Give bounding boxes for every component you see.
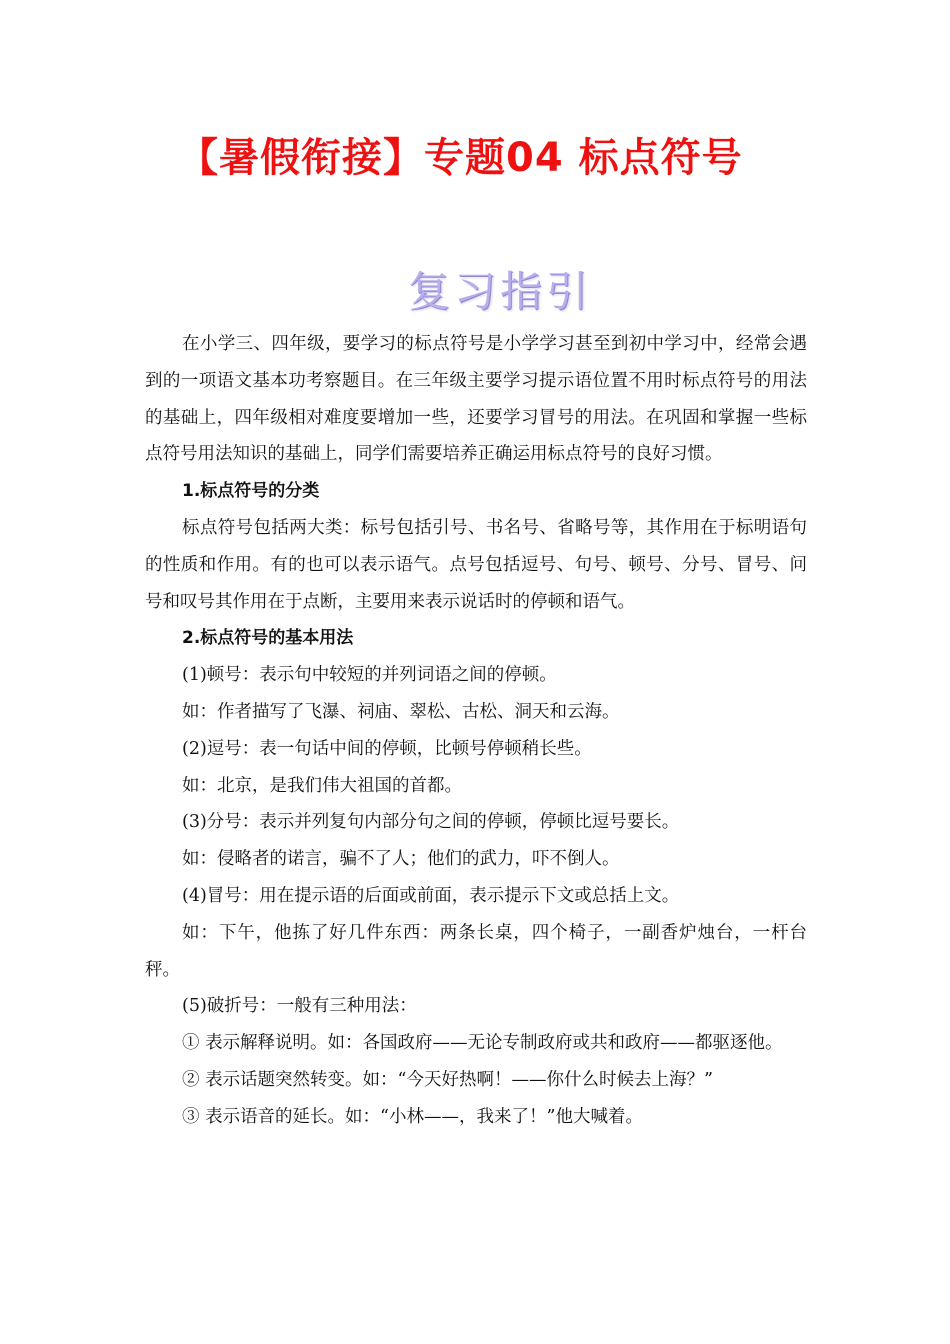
usage-example-maohao: 如：下午，他拣了好几件东西：两条长桌，四个椅子，一副香炉烛台，一杆台秤。 <box>145 922 807 980</box>
subheading-classification: 1.标点符号的分类 <box>182 481 320 502</box>
subheading-basic-usage: 2.标点符号的基本用法 <box>182 628 354 649</box>
usage-item-maohao: (4)冒号：用在提示语的后面或前面，表示提示下文或总括上文。 <box>182 885 680 906</box>
pozhehao-usage-2: ② 表示话题突然转变。如：“今天好热啊！——你什么时候去上海？” <box>182 1069 713 1090</box>
usage-example-dunhao: 如：作者描写了飞瀑、祠庙、翠松、古松、洞天和云海。 <box>182 701 620 722</box>
usage-item-dunhao: (1)顿号：表示句中较短的并列词语之间的停顿。 <box>182 665 557 686</box>
document-body <box>145 326 807 1136</box>
usage-item-pozhehao: (5)破折号：一般有三种用法： <box>182 996 417 1017</box>
intro-paragraph: 在小学三、四年级，要学习的标点符号是小学学习甚至到初中学习中，经常会遇到的一项语文基本功考察题目。在三年级主要学习提示语位置不用时标点符号的用法的基础上，四年级相对难度要增加一些，还要学习冒号的用法。在巩固和掌握一些标点符号用法知识的基础上，同学们需要培养正确运用标点符号的良好习惯。 <box>145 334 807 465</box>
pozhehao-usage-1: ① 表示解释说明。如：各国政府——无论专制政府或共和政府——都驱逐他。 <box>182 1033 783 1054</box>
usage-item-douhao: (2)逗号：表一句话中间的停顿，比顿号停顿稍长些。 <box>182 738 592 759</box>
document-title: 【暑假衔接】专题04 标点符号 <box>178 135 743 181</box>
pozhehao-usage-3: ③ 表示语音的延长。如：“小林——，我来了！”他大喊着。 <box>182 1106 643 1127</box>
usage-example-fenhao: 如：侵略者的诺言，骗不了人；他们的武力，吓不倒人。 <box>182 849 620 870</box>
classification-paragraph: 标点符号包括两大类：标号包括引号、书名号、省略号等，其作用在于标明语句的性质和作用。有的也可以表示语气。点号包括逗号、句号、顿号、分号、冒号、问号和叹号其作用在于点断，主要用来表示说话时的停顿和语气。 <box>145 517 807 612</box>
section-heading-review-guide: 复习指引 <box>407 267 592 316</box>
usage-example-douhao: 如：北京，是我们伟大祖国的首都。 <box>182 775 462 796</box>
usage-item-fenhao: (3)分号：表示并列复句内部分句之间的停顿，停顿比逗号要长。 <box>182 812 680 833</box>
